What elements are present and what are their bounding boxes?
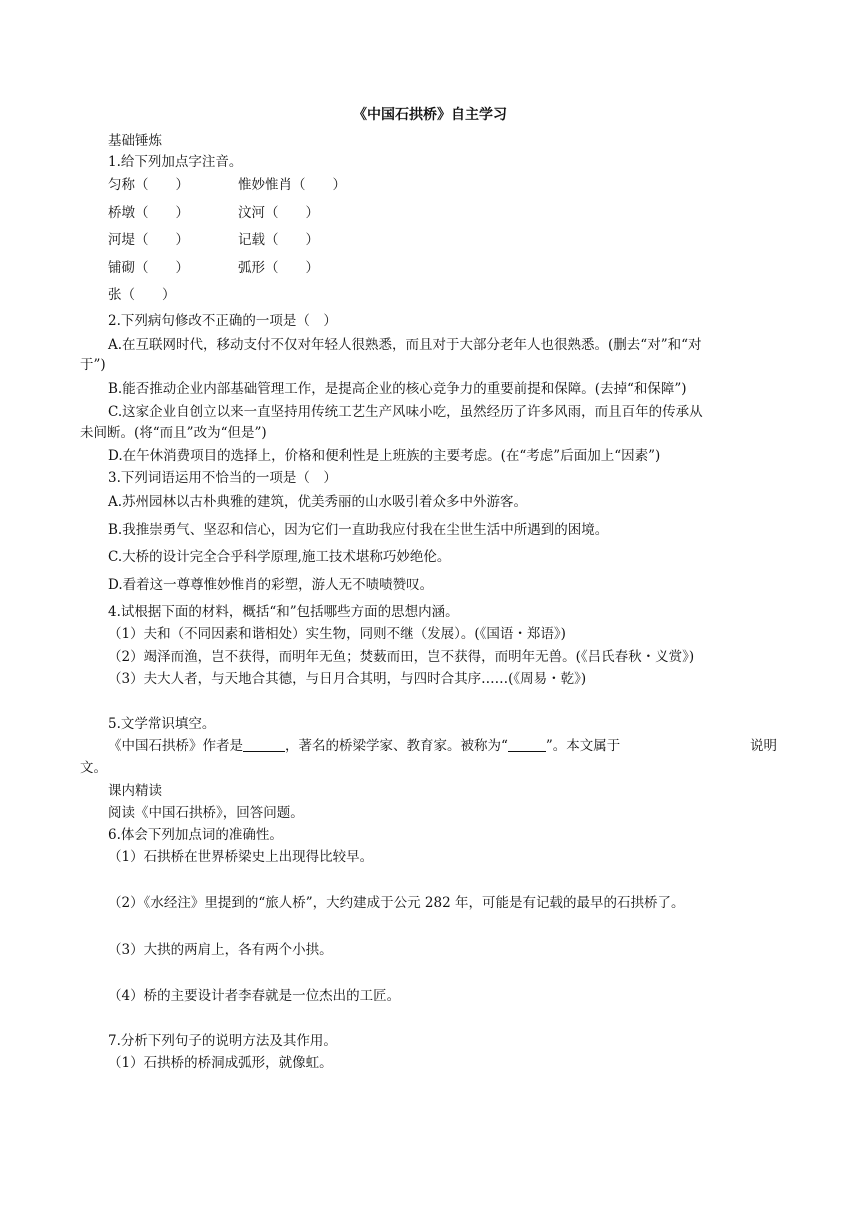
option-2a: A.在互联网时代，移动支付不仅对年轻人很熟悉，而且对于大部分老年人也很熟悉。(删去“对”和“对 [108,337,702,353]
sentence-6-1: （1）石拱桥在世界桥梁史上出现得比较早。 [108,849,374,865]
question-7: 7.分析下列句子的说明方法及其作用。 [108,1033,337,1049]
question-3: 3.下列词语运用不恰当的一项是（ ） [108,470,337,486]
pinyin-item: 桥墩（ ） [108,205,189,221]
pinyin-item: 弧形（ ） [238,260,319,276]
fill-in-line-cont: 文。 [80,760,107,776]
sentence-6-3: （3）大拱的两肩上，各有两个小拱。 [108,942,333,958]
option-2c-cont: 未间断。(将“而且”改为“但是”) [80,425,267,441]
question-4: 4.试根据下面的材料，概括“和”包括哪些方面的思想内涵。 [108,604,459,620]
question-5: 5.文学常识填空。 [108,716,216,732]
sentence-6-4: （4）桥的主要设计者李春就是一位杰出的工匠。 [108,988,401,1004]
pinyin-row-4 [108,258,319,278]
pinyin-item: 记载（ ） [238,232,319,248]
page-title: 《中国石拱桥》自主学习 [353,107,507,123]
material-2: （2）竭泽而渔，岂不获得，而明年无鱼；焚薮而田，岂不获得，而明年无兽。(《吕氏春秋・义赏》) [108,649,695,665]
option-3c: C.大桥的设计完全合乎科学原理,施工技术堪称巧妙绝伦。 [108,549,451,565]
fill-in-line: 《中国石拱桥》作者是 ，著名的桥梁学家、教育家。被称为“ ”。本文属于 [108,738,621,754]
section-heading-basics: 基础锤炼 [108,133,162,149]
blank-author[interactable] [243,737,285,752]
sentence-6-2: （2）《水经注》里提到的“旅人桥”，大约建成于公元 282 年，可能是有记载的最早的石拱桥了。 [108,895,685,911]
section-heading-reading: 课内精读 [108,783,162,799]
option-3b: B.我推崇勇气、坚忍和信心，因为它们一直助我应付我在尘世生活中所遇到的困境。 [108,522,609,538]
pinyin-row-2 [108,203,319,223]
option-2c: C.这家企业自创立以来一直坚持用传统工艺生产风味小吃，虽然经历了许多风雨，而且百年的传承从 [108,404,703,420]
material-1: （1）夫和（不同因素和谐相处）实生物，同则不继（发展）。(《国语・郑语》) [108,626,566,642]
pinyin-item: 河堤（ ） [108,232,189,248]
sentence-7-1: （1）石拱桥的桥洞成弧形，就像虹。 [108,1055,333,1071]
option-3a: A.苏州园林以古朴典雅的建筑，优美秀丽的山水吸引着众多中外游客。 [108,494,528,510]
option-2b: B.能否推动企业内部基础管理工作，是提高企业的核心竞争力的重要前提和保障。(去掉“和保障”) [108,381,687,397]
material-3: （3）夫大人者，与天地合其德，与日月合其明，与四时合其序……(《周易・乾》) [108,671,587,687]
fill-in-tail: 说明 [750,738,777,754]
option-3d: D.看着这一尊尊惟妙惟肖的彩塑，游人无不啧啧赞叹。 [108,577,434,593]
pinyin-row-1 [108,175,346,195]
pinyin-row-5 [108,285,238,305]
pinyin-item: 匀称（ ） [108,177,189,193]
pinyin-item: 张（ ） [108,287,176,303]
reading-instruction: 阅读《中国石拱桥》，回答问题。 [108,805,304,821]
question-1: 1.给下列加点字注音。 [108,154,243,170]
pinyin-item: 汶河（ ） [238,205,319,221]
pinyin-item: 铺砌（ ） [108,260,189,276]
option-2d: D.在午休消费项目的选择上，价格和便利性是上班族的主要考虑。(在“考虑”后面加上“因素”) [108,448,661,464]
blank-title[interactable] [508,737,546,752]
option-2a-cont: 于”) [80,357,106,373]
question-6: 6.体会下列加点词的准确性。 [108,827,283,843]
question-2: 2.下列病句修改不正确的一项是（ ） [108,313,337,329]
pinyin-row-3 [108,230,319,250]
pinyin-item: 惟妙惟肖（ ） [238,177,346,193]
